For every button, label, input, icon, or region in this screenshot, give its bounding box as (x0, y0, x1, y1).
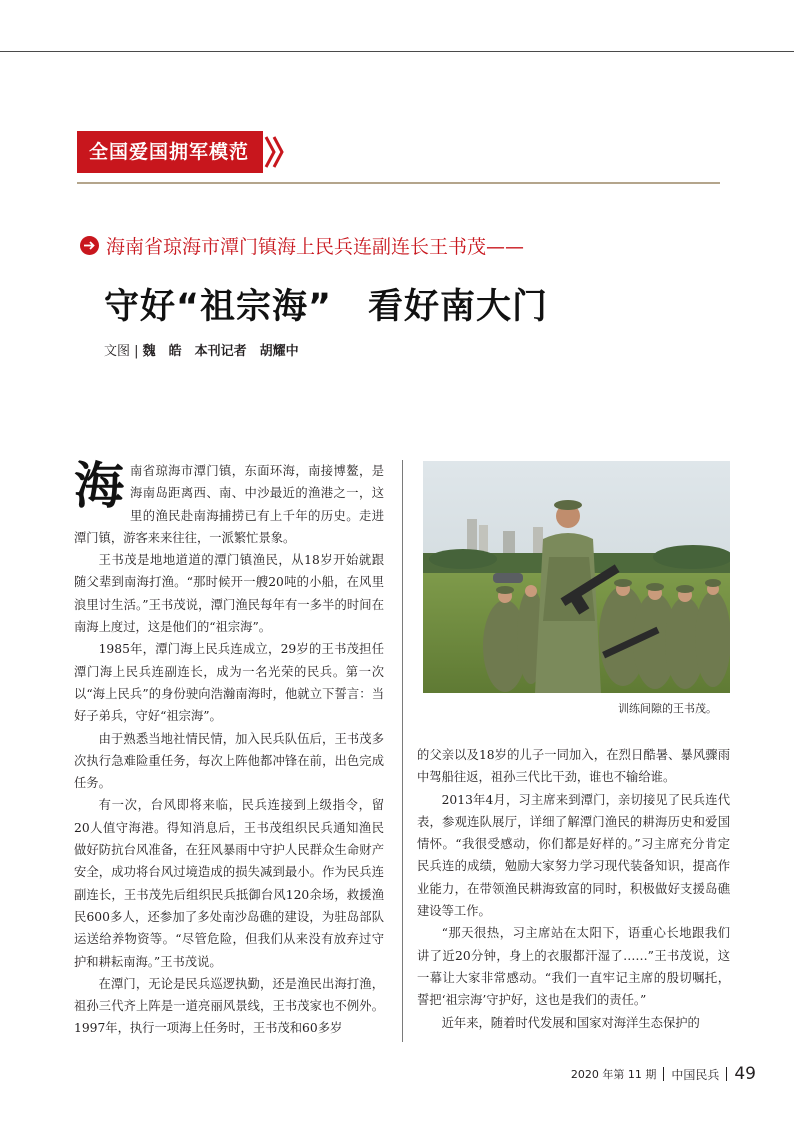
section-tag-label: 全国爱国拥军模范 (77, 131, 263, 173)
kicker (80, 232, 524, 259)
page-footer (571, 1064, 756, 1084)
column-divider (402, 460, 403, 1042)
dropcap: 海 (74, 456, 124, 515)
top-rule (0, 51, 794, 52)
page-number: 49 (734, 1064, 756, 1084)
article-paragraph: 海南省琼海市潭门镇，东面环海，南接博鳌，是海南岛距离西、南、中沙最近的渔港之一，这里的渔民赴南海捕捞已有上千年的历史。走进潭门镇，游客来来往往，一派繁忙景象。 (74, 456, 384, 545)
article-paragraph: 近年来，随着时代发展和国家对海洋生态保护的 (441, 1015, 700, 1030)
militia-training-photo (423, 461, 730, 693)
kicker-text: 海南省琼海市潭门镇海上民兵连副连长王书茂—— (106, 236, 525, 258)
byline: 文图 | 魏 皓 本刊记者 胡耀中 (104, 344, 299, 359)
byline-authors: 魏 皓 本刊记者 胡耀中 (142, 344, 299, 359)
article-paragraph: 的父亲以及18岁的儿子一同加入，在烈日酷暑、暴风骤雨中驾船往返，祖孙三代比干劲，谁也不输给谁。 (417, 748, 730, 785)
photo-caption: 训练间隙的王书茂。 (618, 702, 717, 715)
article-left-column (74, 456, 384, 1040)
footer-issue: 2020 年第 11 期 (570, 1068, 657, 1081)
article-paragraph: 有一次，台风即将来临，民兵连接到上级指令，留20人值守海港。得知消息后，王书茂组织民兵通知渔民做好防抗台风准备，在狂风暴雨中守护人民群众生命财产安全，成功将台风过境造成的损失减到最小。作为民兵连副连长，王书茂先后组织民兵抵御台风120余场，救援渔民600多人，还参加了多处南沙岛礁的建设，为驻岛部队运送给养物资等。“尽管危险，但我们从来没有放弃过守护和耕耘南海。”王书茂说。 (74, 798, 384, 969)
article-paragraph: 王书茂是地地道道的潭门镇渔民，从18岁开始就跟随父辈到南海打渔。“那时候开一艘20吨的小船，在风里浪里讨生活。”王书茂说，潭门渔民每年有一多半的时间在南海上度过，这是他们的“祖宗海”。 (74, 553, 384, 635)
article-paragraph: 1985年，潭门海上民兵连成立，29岁的王书茂担任潭门海上民兵连副连长，成为一名光荣的民兵。第一次以“海上民兵”的身份驶向浩瀚南海时，他就立下誓言：当好子弟兵，守好“祖宗海”。 (74, 642, 384, 724)
article-right-column (417, 744, 730, 1034)
headline: 守好“祖宗海” 看好南大门 (104, 287, 549, 327)
section-rule (77, 182, 720, 184)
section-tag (77, 131, 285, 173)
article-paragraph: 在潭门，无论是民兵巡逻执勤，还是渔民出海打渔，祖孙三代齐上阵是一道亮丽风景线，王书茂家也不例外。1997年，执行一项海上任务时，王书茂和60多岁 (74, 976, 384, 1036)
footer-separator (663, 1067, 664, 1081)
article-paragraph: “那天很热，习主席站在太阳下，语重心长地跟我们讲了近20分钟，身上的衣服都汗湿了……”王书茂说，这一幕让大家非常感动。“我们一直牢记主席的殷切嘱托，誓把‘祖宗海’守护好，这也是我们的责任。” (417, 926, 730, 1008)
footer-separator (726, 1067, 727, 1081)
double-chevron-icon (263, 131, 285, 173)
article-paragraph: 2013年4月，习主席来到潭门，亲切接见了民兵连代表，参观连队展厅，详细了解潭门渔民的耕海历史和爱国情怀。“我很受感动，你们都是好样的。”习主席充分肯定民兵连的成绩，勉励大家努力学习现代装备知识，提高作业能力，在带领渔民耕海致富的同时，积极做好支援岛礁建设等工作。 (417, 792, 730, 919)
byline-prefix: 文图 (104, 344, 131, 359)
arrow-right-icon (80, 236, 99, 255)
footer-magazine: 中国民兵 (671, 1067, 720, 1082)
article-paragraph: 由于熟悉当地社情民情，加入民兵队伍后，王书茂多次执行急难险重任务，每次上阵他都冲锋在前，出色完成任务。 (74, 731, 384, 791)
